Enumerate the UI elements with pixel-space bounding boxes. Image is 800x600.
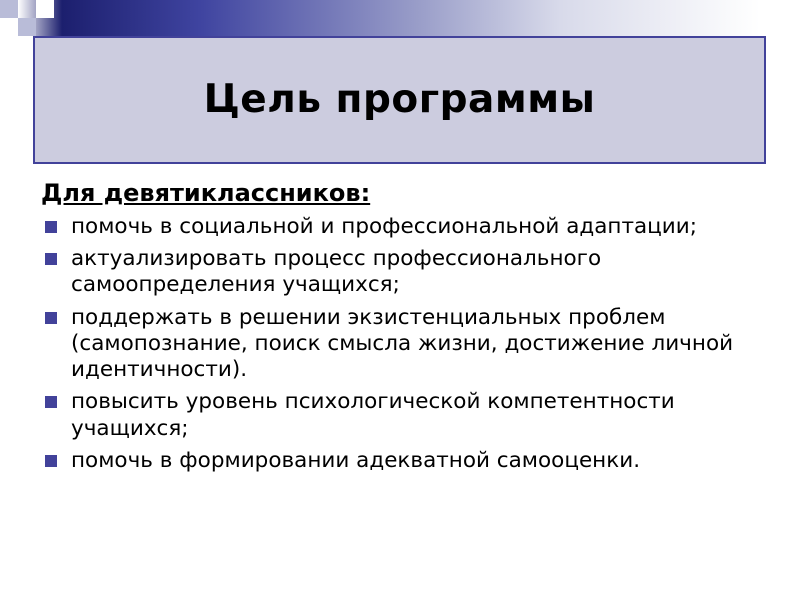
decorative-square <box>18 18 36 36</box>
square-bullet-icon <box>45 455 57 467</box>
list-item <box>33 305 773 384</box>
list-item <box>33 214 773 240</box>
bullet-list <box>33 214 773 474</box>
list-item-text: актуализировать процесс профессионального самоопределения учащихся; <box>71 246 602 298</box>
decorative-top-band <box>0 0 800 36</box>
square-bullet-icon <box>45 253 57 265</box>
list-item-text: помочь в формировании адекватной самооценки. <box>71 447 641 473</box>
square-bullet-icon <box>45 396 57 408</box>
decorative-square <box>36 0 54 18</box>
list-item <box>33 246 773 298</box>
slide-content <box>33 178 773 480</box>
page-title: Цель программы <box>203 76 596 122</box>
decorative-square <box>0 0 18 18</box>
square-bullet-icon <box>45 312 57 324</box>
list-item-text: поддержать в решении экзистенциальных проблем (самопознание, поиск смысла жизни, достижение личной идентичности). <box>71 304 734 383</box>
list-item <box>33 389 773 441</box>
list-item-text: повысить уровень психологической компетентности учащихся; <box>71 389 675 441</box>
slide-title-box <box>33 36 766 164</box>
list-item <box>33 448 773 474</box>
square-bullet-icon <box>45 221 57 233</box>
content-subtitle: Для девятиклассников: <box>41 179 371 207</box>
list-item-text: помочь в социальной и профессиональной адаптации; <box>71 214 697 239</box>
